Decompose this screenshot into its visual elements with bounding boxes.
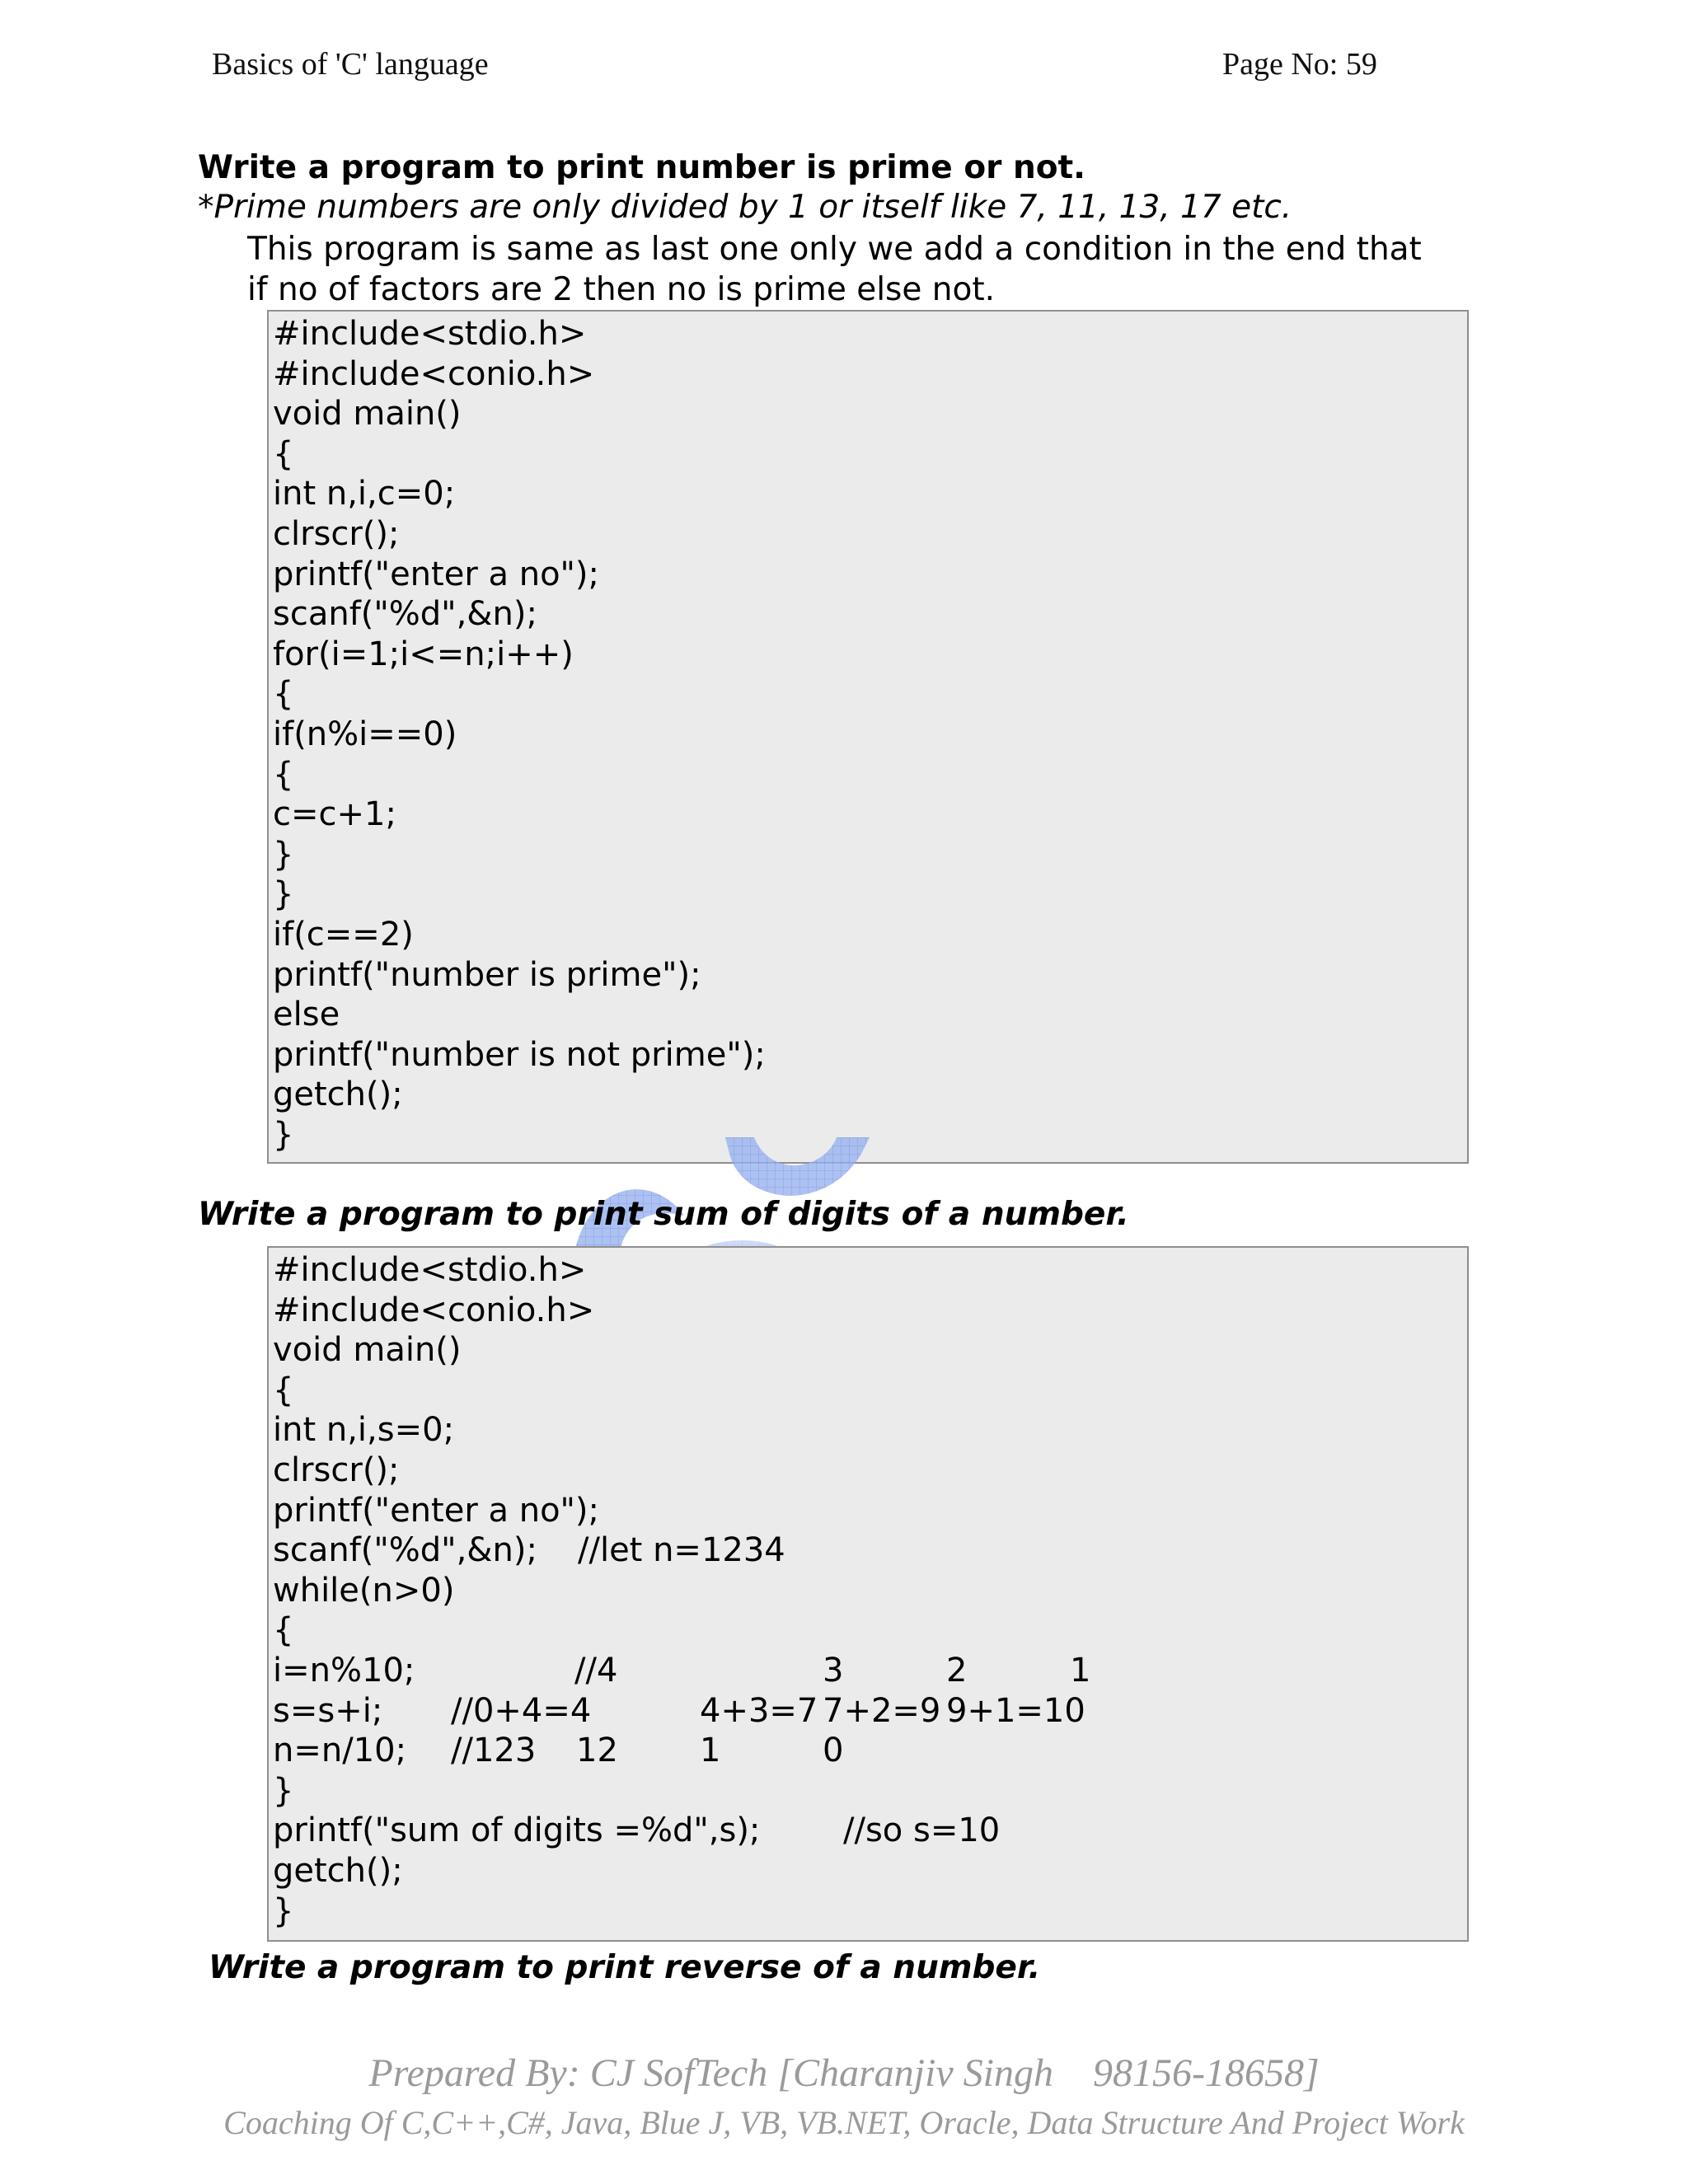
- code-line: for(i=1;i<=n;i++): [273, 635, 574, 673]
- code-statement: }: [273, 1891, 294, 1930]
- code-comment: 0: [823, 1732, 844, 1770]
- code-line: getch();: [273, 1076, 403, 1114]
- code-line: [273, 1491, 1467, 1531]
- code-comment: 7+2=9: [823, 1691, 941, 1730]
- code-line: int n,i,c=0;: [273, 475, 456, 513]
- code-comment: 1: [700, 1732, 721, 1770]
- code-comment: 9+1=10: [946, 1691, 1085, 1730]
- code-comment: 3: [823, 1651, 844, 1690]
- code-line: [273, 1891, 1467, 1932]
- code-line: [273, 1811, 1467, 1851]
- code-statement: s=s+i;: [273, 1691, 383, 1730]
- code-line: else: [273, 996, 340, 1034]
- code-block-prime: [267, 310, 1469, 1164]
- code-line: if(n%i==0): [273, 715, 457, 753]
- code-line: }: [273, 875, 294, 914]
- header-title: Basics of 'C' language: [212, 47, 489, 82]
- page-number: Page No: 59: [1222, 47, 1377, 82]
- code-line: [273, 1410, 1467, 1451]
- code-statement: #include<stdio.h>: [273, 1251, 587, 1289]
- code-comment: //123: [451, 1732, 537, 1770]
- code-line: [273, 1731, 1467, 1771]
- code-comment: //let n=1234: [578, 1531, 785, 1570]
- description-line: This program is same as last one only we add a condition in the end that: [247, 231, 1422, 268]
- footer-prepared-by: Prepared By: CJ SofTech [Charanjiv Singh 98156-18658]: [368, 2051, 1320, 2095]
- code-line: [273, 1451, 1467, 1491]
- code-line: [273, 1530, 1467, 1571]
- code-line: {: [273, 434, 294, 473]
- code-statement: int n,i,s=0;: [273, 1411, 455, 1450]
- footer-coaching: Coaching Of C,C++,C#, Java, Blue J, VB, VB.NET, Oracle, Data Structure And Project Work: [223, 2104, 1465, 2141]
- code-line: [273, 1371, 1467, 1411]
- code-statement: #include<conio.h>: [273, 1291, 595, 1329]
- code-line: [273, 1691, 1467, 1732]
- code-comment: 2: [946, 1651, 968, 1690]
- code-line: [273, 1250, 1467, 1291]
- code-statement: clrscr();: [273, 1451, 400, 1489]
- section-prime-note: *Prime numbers are only divided by 1 or itself like 7, 11, 13, 17 etc.: [198, 189, 1292, 226]
- code-statement: printf("sum of digits =%d",s);: [273, 1811, 761, 1850]
- code-statement: }: [273, 1771, 294, 1810]
- section-prime-title: Write a program to print number is prime or not.: [198, 149, 1085, 186]
- code-comment: //0+4=4: [451, 1691, 592, 1730]
- code-line: [273, 1771, 1467, 1811]
- code-line: [273, 1610, 1467, 1651]
- code-comment: //so s=10: [843, 1811, 1001, 1850]
- code-block-sum-digits: [267, 1246, 1469, 1942]
- code-statement: n=n/10;: [273, 1732, 407, 1770]
- code-line: printf("number is prime");: [273, 955, 701, 994]
- code-statement: while(n>0): [273, 1571, 455, 1610]
- code-line: [273, 1651, 1467, 1691]
- description-line: if no of factors are 2 then no is prime else not.: [247, 271, 996, 308]
- code-statement: {: [273, 1611, 294, 1650]
- code-statement: scanf("%d",&n);: [273, 1531, 537, 1570]
- code-line: }: [273, 835, 294, 874]
- code-line: printf("enter a no");: [273, 555, 600, 593]
- code-line: void main(): [273, 395, 462, 434]
- section-sum-title: Write a program to print sum of digits of a number.: [198, 1196, 1129, 1233]
- code-line: if(c==2): [273, 915, 414, 954]
- code-comment: 4+3=7: [700, 1691, 818, 1730]
- section-reverse-title: Write a program to print reverse of a number.: [209, 1949, 1041, 1986]
- section-prime-description: [247, 229, 1422, 310]
- code-line: [273, 1330, 1467, 1371]
- code-line: [273, 1571, 1467, 1611]
- code-line: {: [273, 675, 294, 714]
- code-line: [273, 1851, 1467, 1891]
- code-comment: 1: [1070, 1651, 1091, 1690]
- code-statement: getch();: [273, 1851, 403, 1890]
- code-statement: i=n%10;: [273, 1651, 415, 1690]
- code-line: }: [273, 1115, 294, 1154]
- code-line: #include<conio.h>: [273, 354, 595, 393]
- code-line: clrscr();: [273, 514, 400, 553]
- code-statement: printf("enter a no");: [273, 1491, 600, 1530]
- code-comment: //4: [574, 1651, 618, 1690]
- code-line: printf("number is not prime");: [273, 1035, 766, 1074]
- code-statement: void main(): [273, 1331, 462, 1370]
- code-statement: {: [273, 1371, 294, 1409]
- code-comment: 12: [576, 1732, 618, 1770]
- code-line: {: [273, 755, 294, 794]
- code-line: c=c+1;: [273, 795, 396, 834]
- code-line: scanf("%d",&n);: [273, 595, 537, 634]
- code-line: [273, 1291, 1467, 1331]
- code-line: #include<stdio.h>: [273, 315, 587, 353]
